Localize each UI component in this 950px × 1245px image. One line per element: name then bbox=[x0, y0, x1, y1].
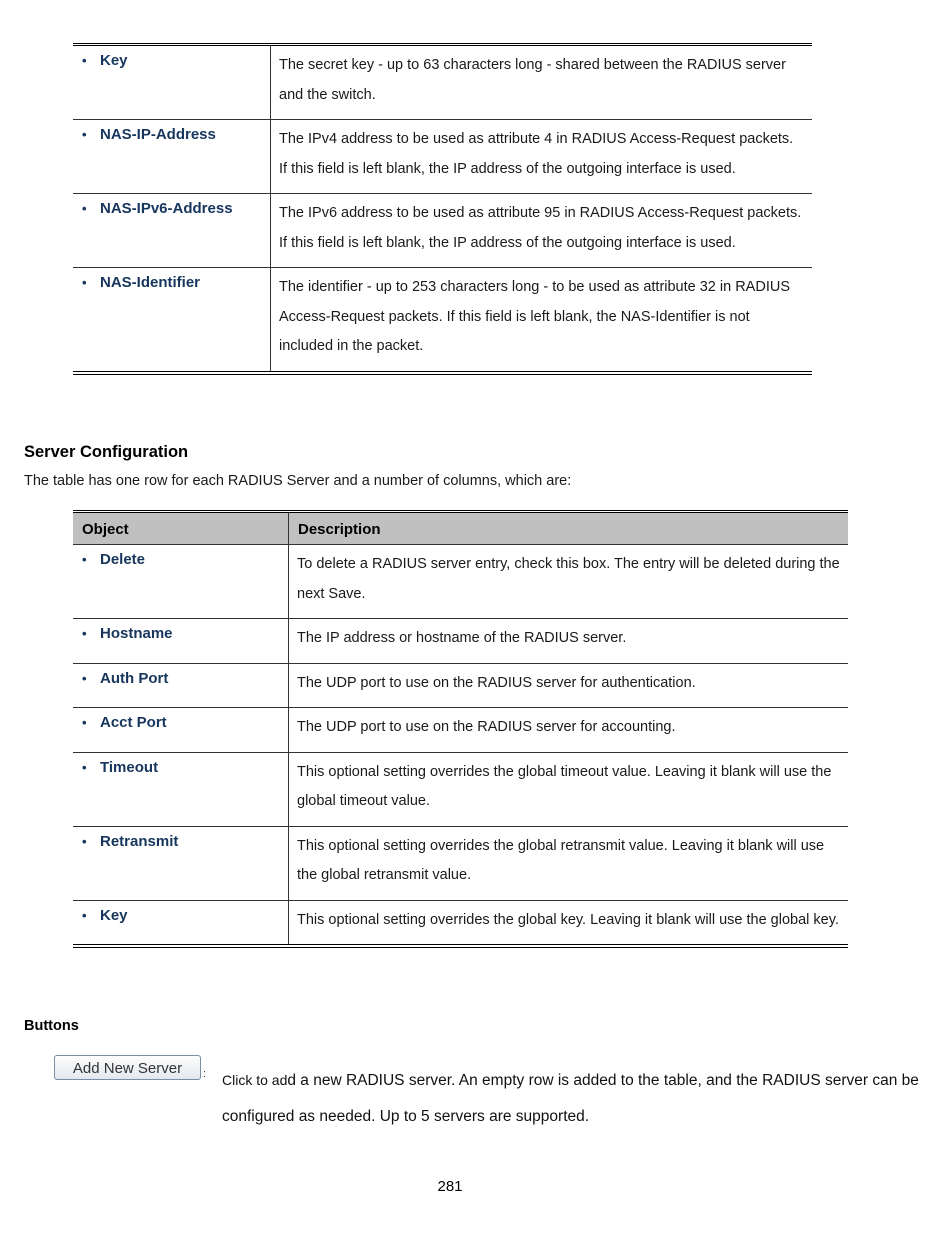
bullet-icon: • bbox=[82, 907, 87, 923]
object-item bbox=[73, 120, 270, 143]
object-cell bbox=[73, 194, 271, 268]
object-cell bbox=[73, 120, 271, 194]
object-name: Timeout bbox=[100, 758, 159, 776]
page-number: 281 bbox=[437, 1178, 463, 1195]
table-row bbox=[73, 194, 812, 268]
button-colon: : bbox=[203, 1068, 207, 1080]
object-name: NAS-Identifier bbox=[100, 274, 201, 291]
object-cell bbox=[73, 900, 289, 946]
object-item bbox=[73, 753, 288, 776]
object-item bbox=[73, 664, 288, 687]
add-new-server-description bbox=[222, 1062, 922, 1135]
object-cell bbox=[73, 663, 289, 708]
desc-rest: d a new RADIUS server. An empty row is added to the table, and the RADIUS server can be configured as needed. Up to 5 servers are supported. bbox=[222, 1072, 919, 1125]
object-cell bbox=[73, 268, 271, 373]
object-item bbox=[73, 46, 270, 69]
object-name: Auth Port bbox=[100, 669, 169, 687]
table-row bbox=[73, 45, 812, 120]
table-row bbox=[73, 900, 848, 946]
header-object: Object bbox=[73, 512, 289, 545]
description-cell bbox=[289, 708, 849, 753]
object-description: This optional setting overrides the global retransmit value. Leaving it blank will use the global retransmit value. bbox=[297, 837, 825, 883]
description-cell bbox=[289, 826, 849, 900]
description-cell bbox=[289, 619, 849, 664]
table-row bbox=[73, 619, 848, 664]
object-description: The UDP port to use on the RADIUS server for accounting. bbox=[297, 719, 676, 735]
object-item bbox=[73, 545, 288, 568]
description-cell bbox=[271, 268, 813, 373]
table-row bbox=[73, 752, 848, 826]
description-cell bbox=[289, 752, 849, 826]
object-item bbox=[73, 708, 288, 731]
object-description: The identifier - up to 253 characters long - to be used as attribute 32 in RADIUS Access-Request packets. If this field is left blank, the NAS-Identifier is not included in the packet. bbox=[279, 279, 790, 354]
bullet-icon: • bbox=[82, 833, 87, 849]
bullet-icon: • bbox=[82, 53, 87, 68]
description-cell bbox=[271, 194, 813, 268]
section-intro: The table has one row for each RADIUS Server and a number of columns, which are: bbox=[24, 473, 572, 489]
description-cell bbox=[271, 120, 813, 194]
bullet-icon: • bbox=[82, 552, 87, 567]
bullet-icon: • bbox=[82, 127, 87, 142]
table-row bbox=[73, 826, 848, 900]
bullet-icon: • bbox=[82, 201, 87, 216]
object-description: The UDP port to use on the RADIUS server for authentication. bbox=[297, 674, 696, 691]
object-description: This optional setting overrides the global key. Leaving it blank will use the global key. bbox=[297, 911, 839, 928]
object-name: NAS-IPv6-Address bbox=[100, 200, 233, 217]
description-cell bbox=[271, 45, 813, 120]
desc-lead: Click to ad bbox=[222, 1072, 288, 1088]
add-new-server-button[interactable]: Add New Server bbox=[54, 1055, 201, 1080]
table-row bbox=[73, 545, 848, 619]
object-name: Hostname bbox=[100, 625, 173, 642]
object-description: The IPv4 address to be used as attribute 4 in RADIUS Access-Request packets. If this field is left blank, the IP address of the outgoing interface is used. bbox=[279, 131, 794, 177]
description-cell bbox=[289, 545, 849, 619]
object-description: This optional setting overrides the global timeout value. Leaving it blank will use the global timeout value. bbox=[297, 763, 832, 809]
table-row bbox=[73, 663, 848, 708]
table-row bbox=[73, 268, 812, 373]
object-cell bbox=[73, 826, 289, 900]
table-row bbox=[73, 708, 848, 753]
object-cell bbox=[73, 545, 289, 619]
object-cell bbox=[73, 619, 289, 664]
object-name: Delete bbox=[100, 551, 146, 568]
bullet-icon: • bbox=[82, 715, 87, 730]
object-item bbox=[73, 268, 270, 291]
bullet-icon: • bbox=[82, 759, 87, 775]
object-item bbox=[73, 827, 288, 850]
description-cell bbox=[289, 663, 849, 708]
object-name: Key bbox=[100, 906, 128, 924]
bullet-icon: • bbox=[82, 626, 87, 641]
bullet-icon: • bbox=[82, 275, 87, 290]
bullet-icon: • bbox=[82, 670, 87, 686]
object-cell bbox=[73, 708, 289, 753]
table-row bbox=[73, 120, 812, 194]
header-description: Description bbox=[289, 512, 849, 545]
object-description: To delete a RADIUS server entry, check this box. The entry will be deleted during the next Save. bbox=[297, 556, 840, 602]
description-cell bbox=[289, 900, 849, 946]
object-description: The IP address or hostname of the RADIUS server. bbox=[297, 630, 627, 646]
server-config-table bbox=[73, 510, 848, 948]
object-cell bbox=[73, 45, 271, 120]
object-name: Acct Port bbox=[100, 714, 167, 731]
object-cell bbox=[73, 752, 289, 826]
object-name: Key bbox=[100, 52, 128, 69]
object-name: NAS-IP-Address bbox=[100, 126, 216, 143]
object-name: Retransmit bbox=[100, 832, 179, 850]
section-title: Server Configuration bbox=[24, 443, 189, 461]
object-item bbox=[73, 619, 288, 642]
object-description: The IPv6 address to be used as attribute 95 in RADIUS Access-Request packets. If this field is left blank, the IP address of the outgoing interface is used. bbox=[279, 205, 802, 251]
radius-global-table bbox=[73, 43, 812, 375]
object-item bbox=[73, 901, 288, 924]
object-item bbox=[73, 194, 270, 217]
object-description: The secret key - up to 63 characters long - shared between the RADIUS server and the switch. bbox=[279, 57, 786, 103]
buttons-title: Buttons bbox=[24, 1018, 79, 1034]
